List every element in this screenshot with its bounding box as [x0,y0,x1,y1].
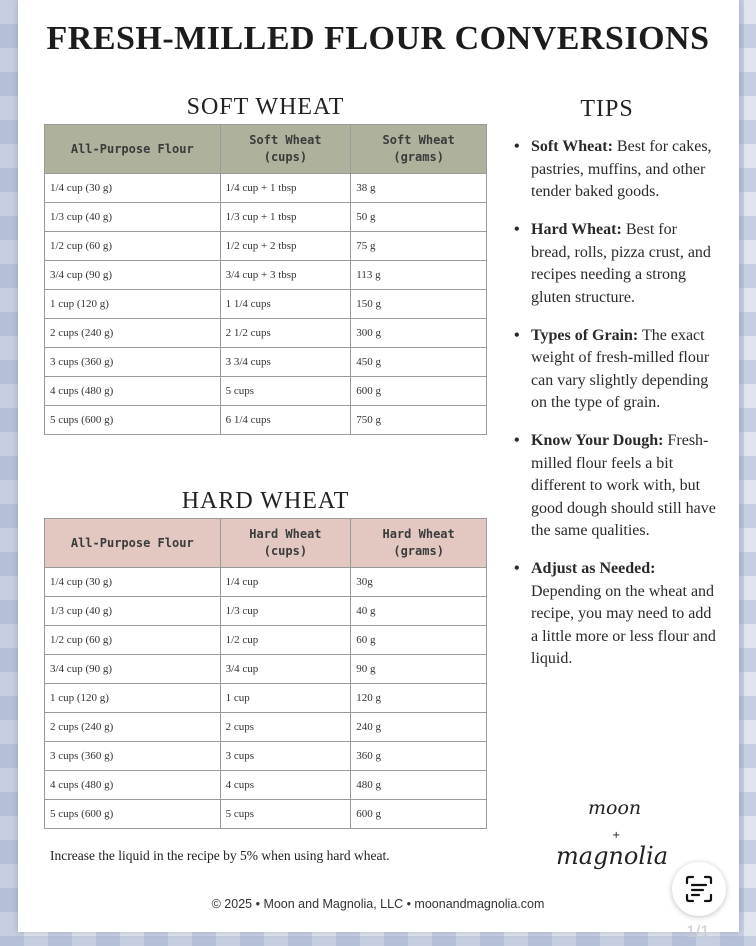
copyright-footer: © 2025 • Moon and Magnolia, LLC • moonandmagnolia.com [211,897,545,911]
cups-cell: 5 cups [220,800,351,829]
table-row [45,713,487,742]
cups-cell: 2 1/2 cups [220,319,351,348]
all-purpose-cell: 4 cups (480 g) [45,377,221,406]
logo-plus: + [612,830,621,841]
grams-cell: 600 g [351,800,487,829]
table-row [45,742,487,771]
header-soft-cups: Soft Wheat (cups) [220,125,351,174]
table-row [45,319,487,348]
table-row [45,800,487,829]
page-title: FRESH-MILLED FLOUR CONVERSIONS [46,20,710,57]
grams-cell: 360 g [351,742,487,771]
all-purpose-cell: 4 cups (480 g) [45,771,221,800]
tip-label: Soft Wheat: [531,138,613,155]
tip-item [512,558,720,671]
cups-cell: 1/4 cup [220,568,351,597]
grams-cell: 450 g [351,348,487,377]
all-purpose-cell: 3 cups (360 g) [45,348,221,377]
tip-label: Know Your Dough: [531,432,664,449]
tip-text: Best for bread, rolls, pizza crust, and recipes needing a strong gluten structure. [531,221,711,306]
table-row [45,406,487,435]
page-indicator: 1/1 [686,922,710,941]
grams-cell: 30g [351,568,487,597]
tip-label: Types of Grain: [531,326,639,344]
hard-wheat-rows [45,568,487,829]
cups-cell: 3/4 cup + 3 tbsp [220,261,351,290]
grams-cell: 75 g [351,232,487,261]
all-purpose-cell: 1/2 cup (60 g) [45,232,221,261]
all-purpose-cell: 1 cup (120 g) [45,290,221,319]
cups-cell: 1/4 cup + 1 tbsp [220,174,351,203]
bullet-icon: • [514,432,520,449]
table-header-row [45,125,487,174]
grams-cell: 480 g [351,771,487,800]
tip-label: Hard Wheat: [531,221,622,238]
grams-cell: 120 g [351,684,487,713]
all-purpose-cell: 5 cups (600 g) [45,406,221,435]
tip-item [512,136,720,204]
all-purpose-cell: 1 cup (120 g) [45,684,221,713]
hard-wheat-table [44,518,487,829]
grams-cell: 240 g [351,713,487,742]
tip-text: Fresh-milled flour feels a bit different to work with, but good dough should still have the same qualities. [531,432,716,539]
table-row [45,174,487,203]
all-purpose-cell: 1/3 cup (40 g) [45,203,221,232]
grams-cell: 60 g [351,626,487,655]
table-row [45,597,487,626]
table-row [45,290,487,319]
cups-cell: 5 cups [220,377,351,406]
moon-and-magnolia-logo [548,790,688,890]
table-row [45,568,487,597]
tip-item [512,430,720,543]
grams-cell: 113 g [351,261,487,290]
all-purpose-cell: 1/4 cup (30 g) [45,568,221,597]
all-purpose-cell: 2 cups (240 g) [45,319,221,348]
cups-cell: 1/2 cup + 2 tbsp [220,232,351,261]
logo-line2: magnolia [556,842,668,870]
tip-text: Depending on the wheat and recipe, you may need to add a little more or less flour and liquid. [531,582,716,667]
soft-wheat-heading: SOFT WHEAT [186,94,345,120]
table-row [45,203,487,232]
hard-wheat-heading: HARD WHEAT [181,488,350,514]
cups-cell: 1/2 cup [220,626,351,655]
header-hard-grams: Hard Wheat (grams) [351,519,487,568]
tip-text: Best for cakes, pastries, muffins, and other tender baked goods. [531,138,712,200]
cups-cell: 6 1/4 cups [220,406,351,435]
grams-cell: 38 g [351,174,487,203]
soft-wheat-rows [45,174,487,435]
cups-cell: 1/3 cup [220,597,351,626]
text-scan-icon [684,874,714,904]
cups-cell: 1/3 cup + 1 tbsp [220,203,351,232]
table-row [45,377,487,406]
header-all-purpose: All-Purpose Flour [45,125,221,174]
table-row [45,232,487,261]
all-purpose-cell: 1/3 cup (40 g) [45,597,221,626]
table-header-row [45,519,487,568]
all-purpose-cell: 3/4 cup (90 g) [45,261,221,290]
tip-item [512,325,720,415]
all-purpose-cell: 1/2 cup (60 g) [45,626,221,655]
tip-label: Adjust as Needed: [531,560,656,577]
all-purpose-cell: 3/4 cup (90 g) [45,655,221,684]
cups-cell: 1 cup [220,684,351,713]
header-soft-grams: Soft Wheat (grams) [351,125,487,174]
all-purpose-cell: 1/4 cup (30 g) [45,174,221,203]
cups-cell: 4 cups [220,771,351,800]
table-row [45,771,487,800]
bullet-icon: • [514,221,520,238]
grams-cell: 750 g [351,406,487,435]
text-scan-button[interactable] [672,862,726,916]
soft-wheat-table [44,124,487,435]
all-purpose-cell: 5 cups (600 g) [45,800,221,829]
header-hard-cups: Hard Wheat (cups) [220,519,351,568]
grams-cell: 150 g [351,290,487,319]
bullet-icon: • [514,138,520,155]
cups-cell: 1 1/4 cups [220,290,351,319]
all-purpose-cell: 3 cups (360 g) [45,742,221,771]
grams-cell: 300 g [351,319,487,348]
cups-cell: 3 cups [220,742,351,771]
table-row [45,261,487,290]
grams-cell: 600 g [351,377,487,406]
table-row [45,684,487,713]
all-purpose-cell: 2 cups (240 g) [45,713,221,742]
hard-wheat-note: Increase the liquid in the recipe by 5% when using hard wheat. [50,848,390,863]
table-row [45,348,487,377]
header-all-purpose: All-Purpose Flour [45,519,221,568]
table-row [45,655,487,684]
logo-line1: moon [588,797,642,819]
cups-cell: 2 cups [220,713,351,742]
tips-heading: TIPS [580,96,634,122]
cups-cell: 3/4 cup [220,655,351,684]
grams-cell: 90 g [351,655,487,684]
bullet-icon: • [514,560,520,577]
grams-cell: 40 g [351,597,487,626]
table-row [45,626,487,655]
tip-item [512,219,720,309]
tip-text: The exact weight of fresh-milled flour can vary slightly depending on the type of grain. [531,326,710,411]
cups-cell: 3 3/4 cups [220,348,351,377]
tips-list [512,136,720,686]
bullet-icon: • [514,326,520,344]
grams-cell: 50 g [351,203,487,232]
